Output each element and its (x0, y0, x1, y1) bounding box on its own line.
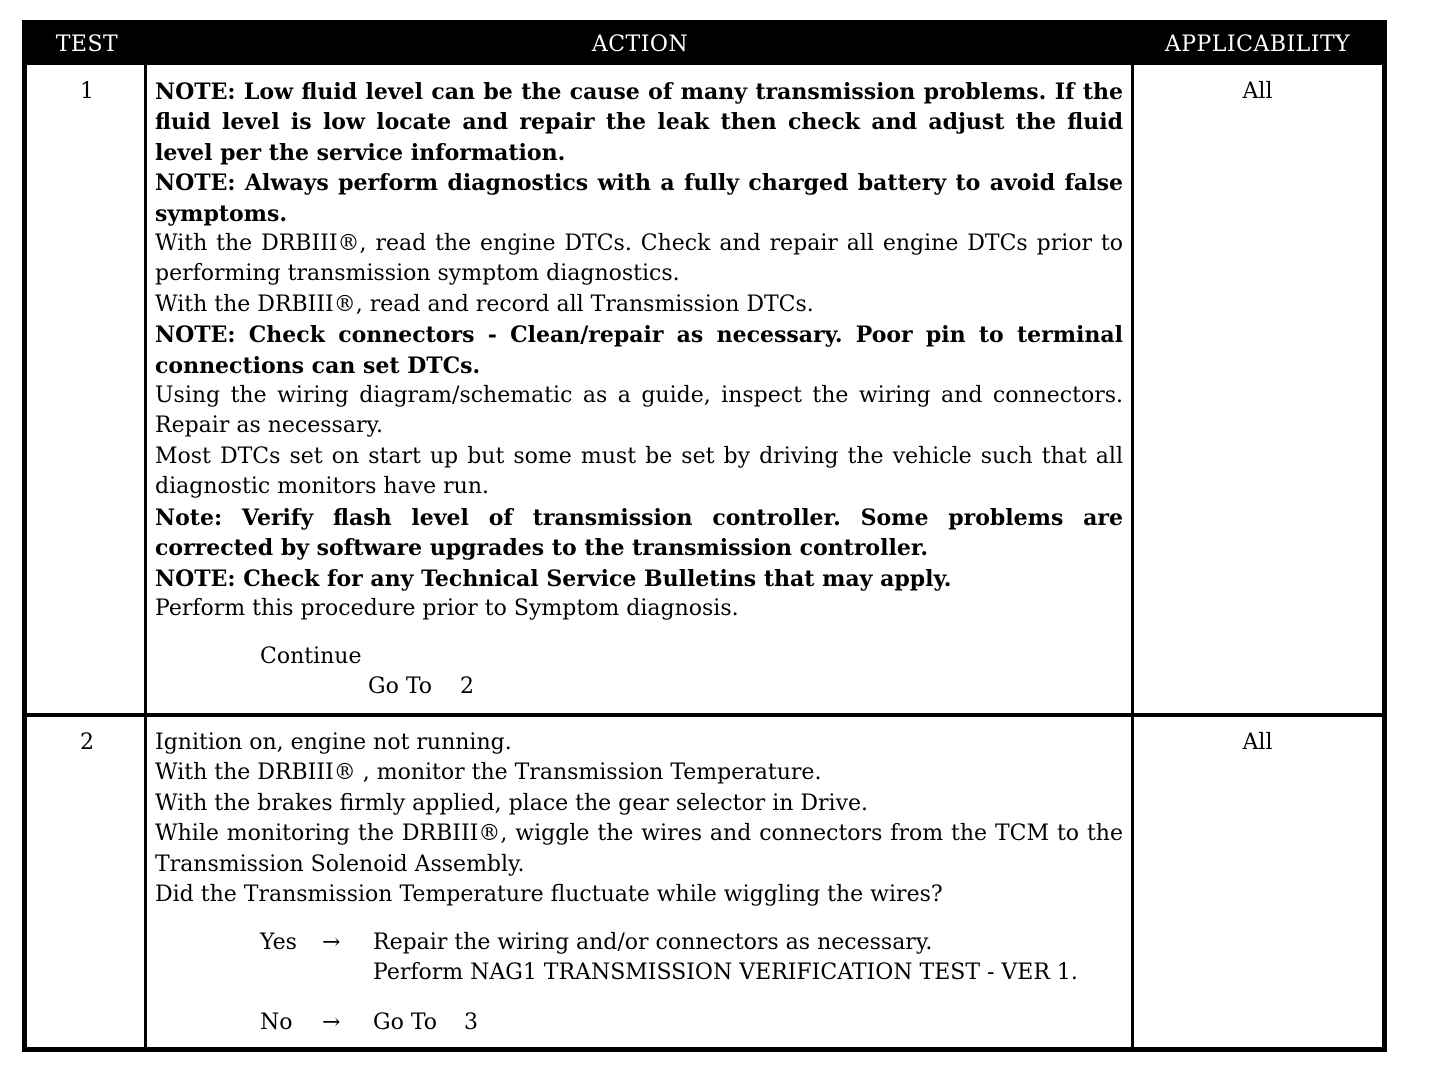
row-1-action (155, 77, 1123, 624)
step-wiggle-wires: While monitoring the DRBIII®, wiggle the wires and connectors from the TCM to the Transmission Solenoid Assembly. (155, 821, 1123, 877)
note-battery: NOTE: Always perform diagnostics with a fully charged battery to avoid false symptoms. (155, 170, 1123, 227)
step-brakes-drive: With the brakes firmly applied, place the gear selector in Drive. (155, 790, 869, 816)
step-ignition-on: Ignition on, engine not running. (155, 730, 512, 755)
yes-arrow-icon: → (322, 930, 341, 955)
row-1-test-number: 1 (80, 79, 94, 104)
step-engine-dtcs: With the DRBIII®, read the engine DTCs. Check and repair all engine DTCs prior to performing transmission symptom diagnostics. (155, 231, 1123, 287)
step-record-dtcs: With the DRBIII®, read and record all Transmission DTCs. (155, 291, 814, 317)
row-2-yes-action-1: Repair the wiring and/or connectors as necessary. (373, 930, 933, 955)
column-divider (144, 65, 147, 1047)
row-1-continue-label: Continue (260, 644, 362, 669)
header-applicability: APPLICABILITY (1164, 32, 1351, 57)
row-divider (27, 713, 1382, 717)
note-tsb: NOTE: Check for any Technical Service Bulletins that may apply. (155, 565, 952, 592)
row-2-yes-label: Yes (260, 930, 297, 955)
row-2-yes-action-2[interactable]: Perform NAG1 TRANSMISSION VERIFICATION TEST - VER 1. (373, 960, 1078, 985)
row-1-applicability: All (1242, 79, 1273, 104)
row-2-no-goto-label: Go To (373, 1010, 438, 1035)
header-action: ACTION (591, 32, 689, 57)
row-1-goto-label: Go To (368, 674, 433, 699)
note-low-fluid: NOTE: Low fluid level can be the cause of many transmission problems. If the fluid level is low locate and repair the leak then check and adjust the fluid level per the service information. (155, 79, 1123, 166)
note-flash-level: Note: Verify flash level of transmission controller. Some problems are corrected by software upgrades to the transmission controller. (155, 504, 1123, 562)
question-temp-fluctuate: Did the Transmission Temperature fluctuate while wiggling the wires? (155, 882, 943, 908)
step-inspect-wiring: Using the wiring diagram/schematic as a guide, inspect the wiring and connectors. Repair as necessary. (155, 383, 1123, 439)
row-2-action (155, 728, 1123, 910)
row-1-goto-target[interactable]: 2 (460, 674, 474, 699)
no-arrow-icon: → (322, 1010, 341, 1035)
row-2-no-label: No (260, 1010, 293, 1035)
row-2-no-goto-target[interactable]: 3 (464, 1010, 478, 1035)
diagnostic-table (22, 20, 1387, 1052)
step-dtcs-set: Most DTCs set on start up but some must be set by driving the vehicle such that all diagnostic monitors have run. (155, 443, 1123, 500)
step-perform-prior: Perform this procedure prior to Symptom diagnosis. (155, 595, 739, 621)
row-2-test-number: 2 (80, 730, 94, 755)
step-monitor-temp: With the DRBIII® , monitor the Transmission Temperature. (155, 760, 822, 786)
note-connectors: NOTE: Check connectors - Clean/repair as necessary. Poor pin to terminal connections can set DTCs. (155, 322, 1123, 379)
row-2-applicability: All (1242, 730, 1273, 755)
column-divider (1131, 65, 1134, 1047)
table-header (27, 25, 1382, 65)
header-test: TEST (55, 32, 119, 57)
